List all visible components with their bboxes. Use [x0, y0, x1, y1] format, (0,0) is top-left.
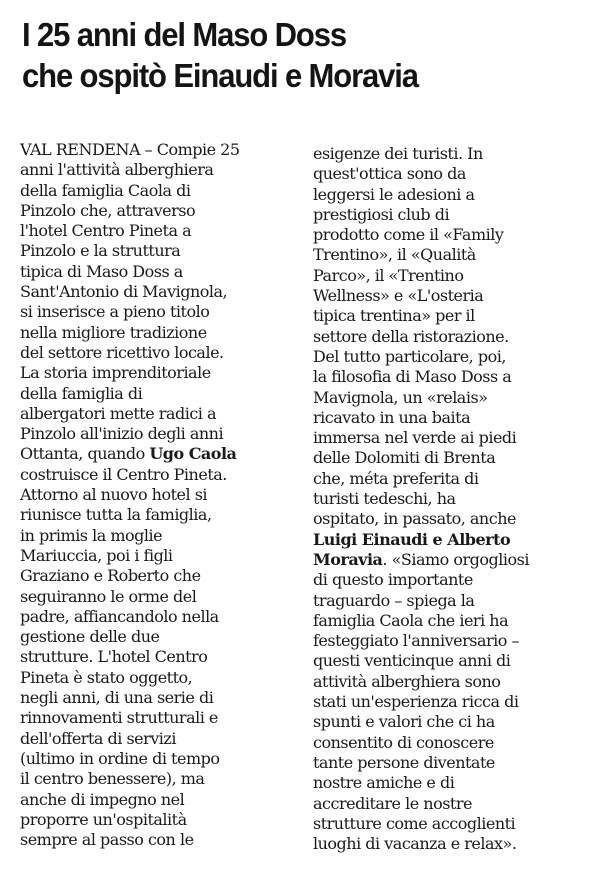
text-line-content: nostre amiche e di — [313, 773, 455, 793]
text-line-content: (ultimo in ordine di tempo — [20, 748, 220, 768]
headline-line-2: che ospitò Einaudi e Moravia — [22, 57, 418, 94]
text-line — [313, 286, 589, 306]
text-line — [313, 692, 589, 712]
text-line — [313, 347, 589, 367]
text-line-content: sempre al passo con le — [20, 830, 194, 850]
text-line — [20, 790, 302, 810]
text-line — [313, 306, 589, 326]
text-line — [313, 245, 589, 265]
text-line — [313, 570, 589, 590]
text-line-content: della famiglia di — [20, 383, 143, 403]
text-line — [313, 509, 589, 529]
text-line — [20, 140, 302, 160]
text-line — [20, 566, 302, 586]
text-line-content: anche di impegno nel — [20, 789, 185, 809]
text-line-content: Parco», il «Trentino — [313, 265, 464, 285]
text-line-content: la filosofia di Maso Doss a — [313, 367, 512, 387]
text-line-content: immersa nel verde ai piedi — [313, 428, 517, 448]
text-line — [20, 546, 302, 566]
text-line — [313, 834, 589, 854]
text-line-content: il centro benessere), ma — [20, 769, 205, 789]
text-line — [20, 729, 302, 749]
text-line-content: Ottanta, quando — [20, 444, 150, 464]
text-line — [20, 221, 302, 241]
text-line — [20, 627, 302, 647]
text-line-content: rinnovamenti strutturali e — [20, 708, 218, 728]
text-line — [313, 550, 589, 570]
text-line-content: famiglia Caola che ieri ha — [313, 610, 509, 630]
text-line-content: Pinzolo e la struttura — [20, 241, 181, 261]
article-column-left — [20, 140, 302, 850]
text-line — [313, 489, 589, 509]
text-line — [313, 367, 589, 387]
text-line-content: festeggiato l'anniversario – — [313, 631, 519, 651]
text-line-content: di questo importante — [313, 570, 473, 590]
article-column-right — [313, 144, 589, 854]
text-line — [313, 672, 589, 692]
text-line-content: accreditare le nostre — [313, 793, 472, 813]
text-line-content: seguiranno le orme del — [20, 586, 197, 606]
text-line-content: della famiglia Caola di — [20, 180, 191, 200]
text-line-content: Trentino», il «Qualità — [313, 245, 476, 265]
text-line-content: ricavato in una baita — [313, 407, 471, 427]
text-line — [20, 160, 302, 180]
text-line — [313, 814, 589, 834]
bold-name: Ugo Caola — [149, 444, 237, 464]
text-line-content: tipica di Maso Doss a — [20, 261, 183, 281]
text-line-content: ospitato, in passato, anche — [313, 509, 516, 529]
text-line-content: Mavignola, un «relais» — [313, 387, 488, 407]
text-line-content: delle Dolomiti di Brenta — [313, 448, 496, 468]
text-line — [313, 185, 589, 205]
text-line — [20, 343, 302, 363]
text-line — [20, 810, 302, 830]
text-line-content: Luigi Einaudi e Alberto — [313, 529, 511, 549]
text-line-content: Attorno al nuovo hotel si — [20, 485, 208, 505]
text-line — [313, 530, 589, 550]
text-line-content: del settore ricettivo locale. — [20, 342, 224, 362]
text-line-content: proporre un'ospitalità — [20, 809, 187, 829]
text-line — [313, 794, 589, 814]
text-line — [20, 201, 302, 221]
text-line-content: attività alberghiera sono — [313, 671, 501, 691]
text-line — [20, 708, 302, 728]
text-line-content: prodotto come il «Family — [313, 225, 504, 245]
text-line — [313, 327, 589, 347]
text-line — [20, 302, 302, 322]
text-line-content: Del tutto particolare, poi, — [313, 346, 506, 366]
text-line — [313, 469, 589, 489]
text-line — [20, 384, 302, 404]
text-line — [20, 363, 302, 383]
text-line — [20, 505, 302, 525]
text-line — [313, 448, 589, 468]
text-line-content: stati un'esperienza ricca di — [313, 692, 519, 712]
text-line — [313, 753, 589, 773]
text-line-content: dell'offerta di servizi — [20, 728, 176, 748]
text-line — [20, 262, 302, 282]
text-line — [20, 769, 302, 789]
article-headline — [22, 14, 548, 96]
text-line-content: riunisce tutta la famiglia, — [20, 505, 212, 525]
text-line-content: turisti tedeschi, ha — [313, 489, 456, 509]
text-line — [313, 651, 589, 671]
text-line — [20, 181, 302, 201]
text-line-content: spunti e valori che ci ha — [313, 712, 495, 732]
text-line-content: luoghi di vacanza e relax». — [313, 834, 517, 854]
text-line-content: Mariuccia, poi i figli — [20, 545, 173, 565]
headline-line-1: I 25 anni del Maso Doss — [22, 16, 347, 53]
text-line-content: Graziano e Roberto che — [20, 566, 201, 586]
text-line-content: che, méta preferita di — [313, 468, 479, 488]
text-line — [20, 465, 302, 485]
text-line — [20, 830, 302, 850]
bold-name: Moravia — [313, 549, 383, 569]
text-line-content: tipica trentina» per il — [313, 306, 475, 326]
text-line-content: esigenze dei turisti. In — [313, 144, 483, 163]
text-line-content: Pinzolo all'inizio degli anni — [20, 424, 224, 444]
text-line — [313, 144, 589, 164]
text-line-content: l'hotel Centro Pineta a — [20, 221, 192, 241]
text-line — [20, 668, 302, 688]
text-line-content: quest'ottica sono da — [313, 164, 466, 184]
text-line-content: Pineta è stato oggetto, — [20, 667, 193, 687]
text-line — [20, 444, 302, 464]
text-line — [20, 424, 302, 444]
text-line — [20, 688, 302, 708]
text-line-content: consentito di conoscere — [313, 732, 494, 752]
text-line-content: settore della ristorazione. — [313, 326, 509, 346]
text-line — [20, 282, 302, 302]
text-line-content: La storia imprenditoriale — [20, 363, 211, 383]
text-line — [313, 205, 589, 225]
text-line-content: strutture come accoglienti — [313, 813, 516, 833]
text-line-content: . «Siamo orgogliosi — [382, 549, 529, 569]
text-line — [20, 587, 302, 607]
text-line-content: traguardo – spiega la — [313, 590, 475, 610]
text-line — [313, 225, 589, 245]
text-line — [20, 485, 302, 505]
text-line — [20, 607, 302, 627]
text-line-content: si inserisce a pieno titolo — [20, 302, 210, 322]
text-line — [20, 404, 302, 424]
text-line — [20, 323, 302, 343]
text-line — [20, 241, 302, 261]
text-line-content: in primis la moglie — [20, 525, 163, 545]
text-line — [313, 733, 589, 753]
text-line — [20, 526, 302, 546]
text-line-content: gestione delle due — [20, 627, 160, 647]
text-line — [313, 388, 589, 408]
text-line — [313, 164, 589, 184]
text-line — [313, 408, 589, 428]
text-line-content: albergatori mette radici a — [20, 403, 217, 423]
text-line-content: Wellness» e «L'osteria — [313, 286, 484, 306]
text-line — [313, 611, 589, 631]
text-line-content: tante persone diventate — [313, 752, 495, 772]
text-line-content: negli anni, di una serie di — [20, 688, 214, 708]
text-line-content: strutture. L'hotel Centro — [20, 647, 208, 667]
text-line-content: VAL RENDENA – Compie 25 — [20, 140, 240, 159]
text-line-content: Pinzolo che, attraverso — [20, 200, 196, 220]
text-line — [20, 749, 302, 769]
text-line-content: anni l'attività alberghiera — [20, 160, 214, 180]
text-line-content: costruisce il Centro Pineta. — [20, 464, 227, 484]
text-line — [313, 591, 589, 611]
text-line-content: prestigiosi club di — [313, 204, 450, 224]
text-line-content: Sant'Antonio di Mavignola, — [20, 282, 228, 302]
text-line — [313, 712, 589, 732]
text-line — [20, 647, 302, 667]
text-line — [313, 266, 589, 286]
text-line — [313, 631, 589, 651]
text-line-content: padre, affiancandolo nella — [20, 606, 219, 626]
text-line — [313, 428, 589, 448]
text-line-content: questi venticinque anni di — [313, 651, 511, 671]
text-line-content: nella migliore tradizione — [20, 322, 207, 342]
text-line — [313, 773, 589, 793]
text-line-content: leggersi le adesioni a — [313, 184, 475, 204]
